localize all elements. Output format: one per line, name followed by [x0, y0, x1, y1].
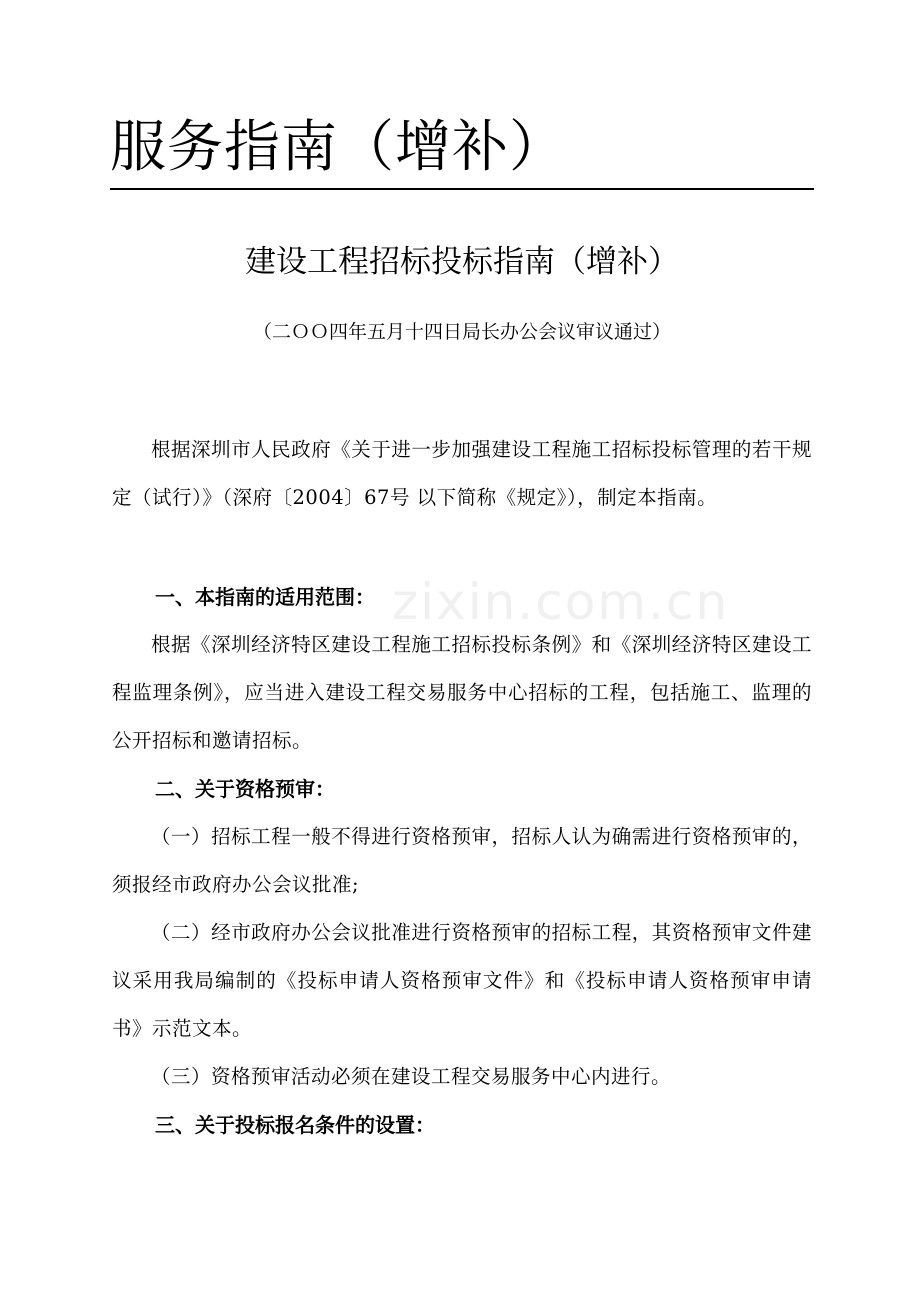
section-heading-prequalification: 二、关于资格预审： — [155, 777, 335, 801]
header-title: 服务指南（增补） — [110, 115, 566, 180]
section-heading-registration-conditions: 三、关于投标报名条件的设置： — [155, 1113, 435, 1137]
prequalification-paragraph-1: （一）招标工程一般不得进行资格预审，招标人认为确需进行资格预审的，须报经市政府办公会议批准; — [112, 825, 812, 896]
section-scope-paragraph: 根据《深圳经济特区建设工程施工招标投标条例》和《深圳经济特区建设工程监理条例》，应当进入建设工程交易服务中心招标的工程，包括施工、监理的公开招标和邀请招标。 — [112, 633, 812, 752]
document-header — [110, 112, 814, 190]
prequalification-paragraph-3: （三）资格预审活动必须在建设工程交易服务中心内进行。 — [151, 1065, 672, 1088]
document-subtitle: （二ＯＯ四年五月十四日局长办公会议审议通过） — [252, 321, 671, 343]
watermark: zixin.com.cn — [392, 573, 730, 631]
document-title: 建设工程招标投标指南（增补） — [245, 244, 679, 280]
intro-paragraph: 根据深圳市人民政府《关于进一步加强建设工程施工招标投标管理的若干规定（试行）》（深府〔2004〕67号 以下简称《规定》），制定本指南。 — [112, 438, 812, 509]
prequalification-paragraph-2: （二）经市政府办公会议批准进行资格预审的招标工程，其资格预审文件建议采用我局编制的《投标申请人资格预审文件》和《投标申请人资格预审申请书》示范文本。 — [112, 921, 812, 1040]
section-heading-scope: 一、本指南的适用范围： — [155, 585, 375, 609]
